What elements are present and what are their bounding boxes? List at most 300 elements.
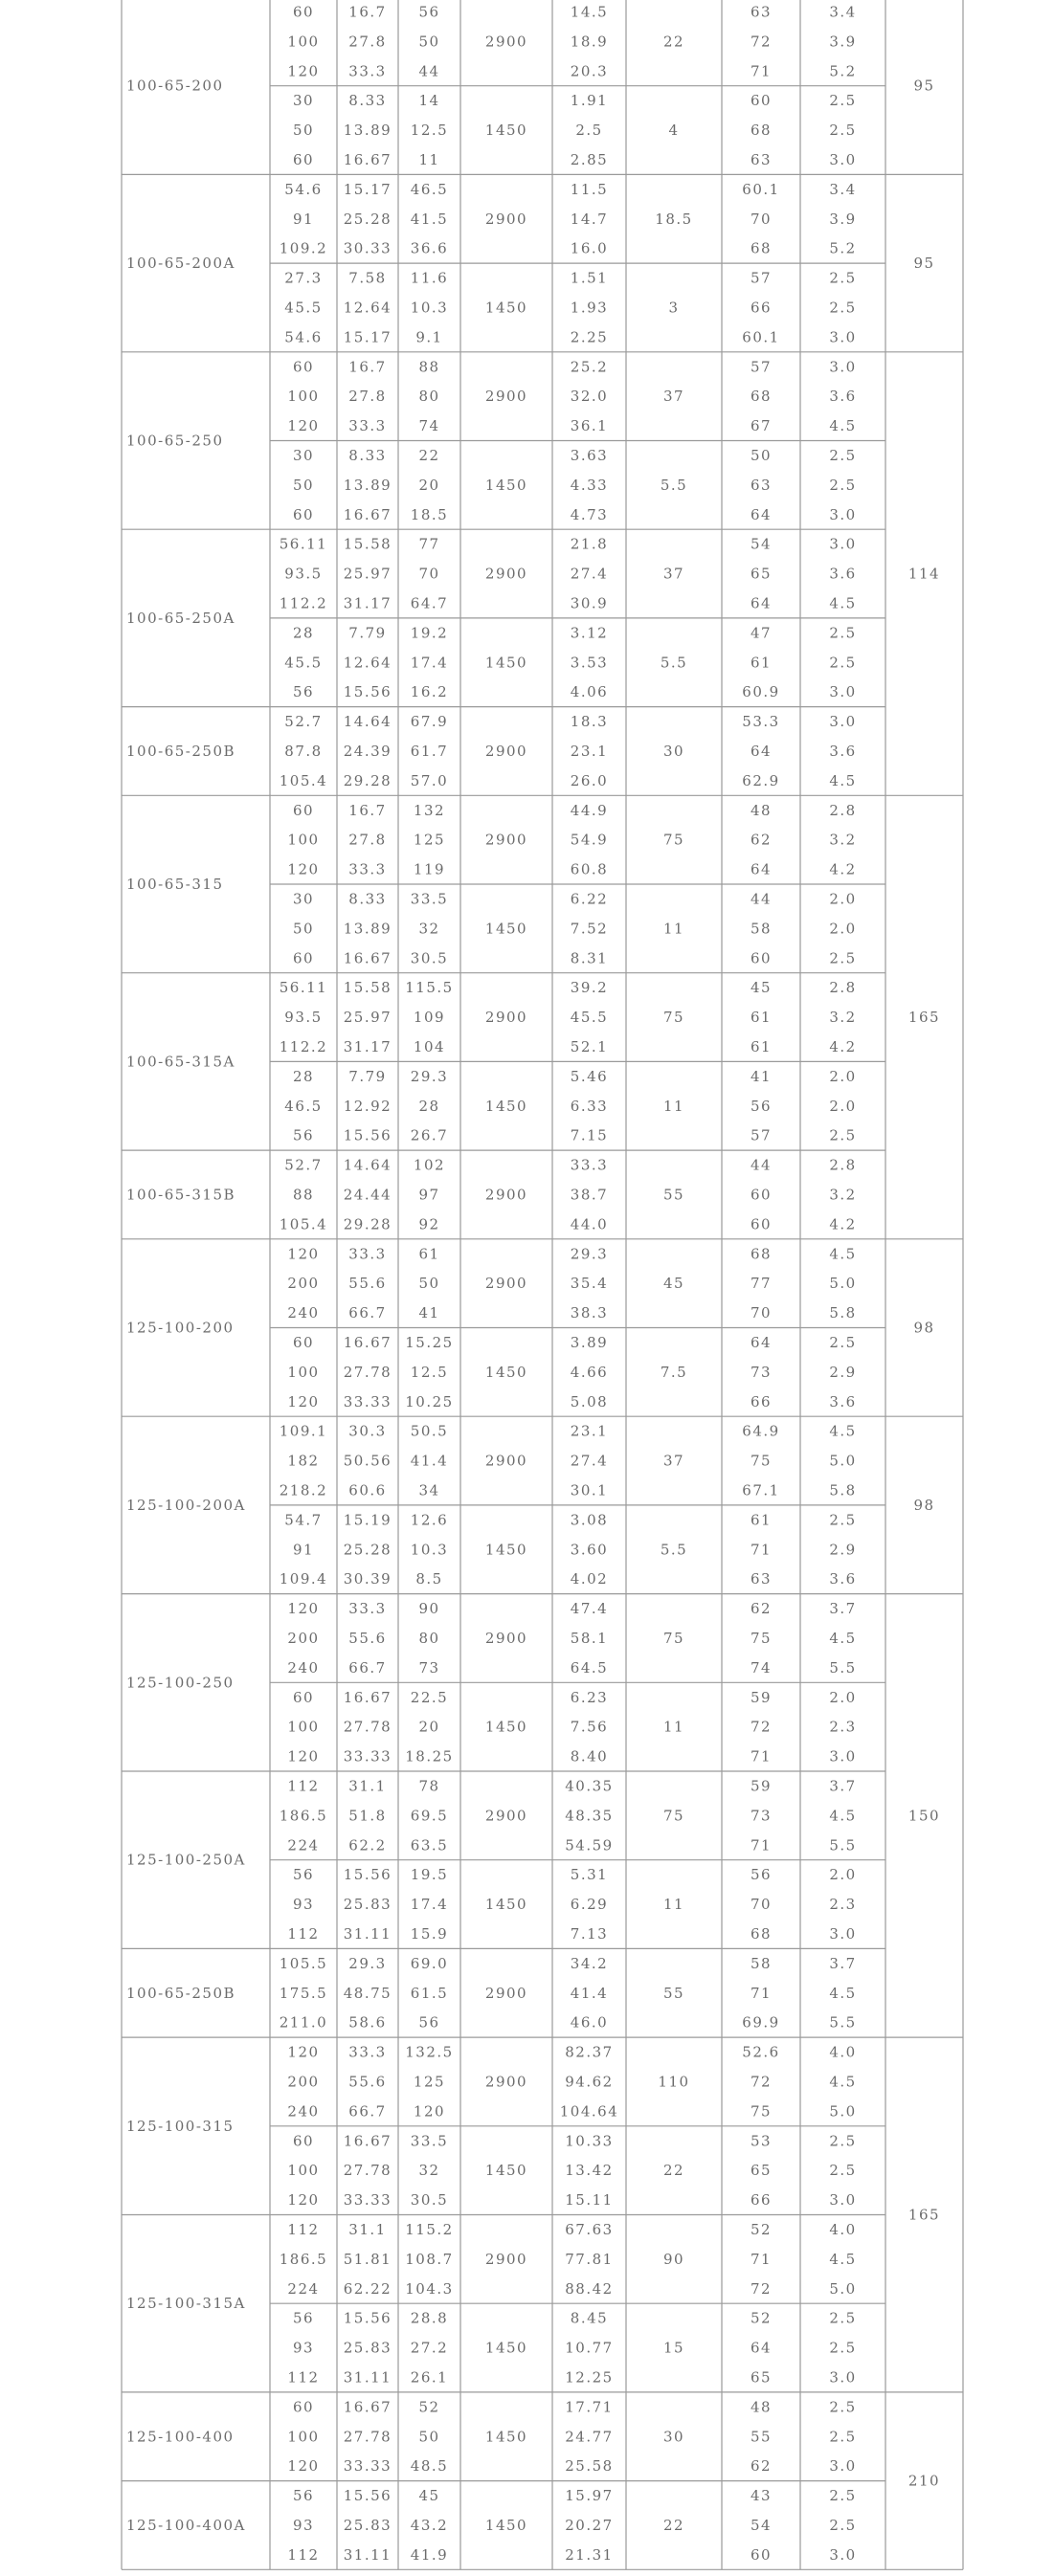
efficiency-cell: 75 bbox=[750, 1452, 773, 1470]
head-cell: 12.5 bbox=[410, 1363, 449, 1381]
shaft-power-cell: 25.2 bbox=[570, 358, 609, 376]
head-cell: 27.2 bbox=[410, 2339, 449, 2357]
flow-m3h-cell: 100 bbox=[287, 831, 320, 849]
motor-power-cell: 22 bbox=[662, 2516, 685, 2534]
head-cell: 69.5 bbox=[410, 1807, 449, 1825]
weight-cell: 95 bbox=[913, 255, 935, 273]
npsh-cell: 2.0 bbox=[829, 1097, 857, 1115]
head-cell: 56 bbox=[418, 3, 440, 21]
efficiency-cell: 68 bbox=[750, 388, 773, 406]
shaft-power-cell: 26.0 bbox=[570, 771, 609, 789]
npsh-cell: 5.2 bbox=[829, 62, 857, 80]
shaft-power-cell: 15.97 bbox=[565, 2487, 614, 2505]
efficiency-cell: 57 bbox=[750, 269, 773, 287]
flow-m3h-cell: 60 bbox=[292, 505, 315, 523]
speed-cell: 2900 bbox=[484, 742, 528, 760]
flow-ls-cell: 60.6 bbox=[348, 1481, 387, 1499]
shaft-power-cell: 94.62 bbox=[565, 2073, 614, 2091]
flow-m3h-cell: 93.5 bbox=[284, 1009, 323, 1027]
shaft-power-cell: 21.31 bbox=[565, 2545, 614, 2564]
flow-ls-cell: 16.67 bbox=[343, 505, 392, 523]
shaft-power-cell: 8.31 bbox=[570, 949, 609, 967]
shaft-power-cell: 58.1 bbox=[570, 1629, 609, 1647]
motor-power-cell: 15 bbox=[662, 2339, 685, 2357]
efficiency-cell: 56 bbox=[750, 1866, 773, 1884]
model-name: 100-65-315B bbox=[126, 1186, 236, 1204]
npsh-cell: 4.5 bbox=[829, 771, 857, 789]
npsh-cell: 3.2 bbox=[829, 1009, 857, 1027]
shaft-power-cell: 5.08 bbox=[570, 1392, 609, 1410]
efficiency-cell: 52 bbox=[750, 2220, 773, 2238]
head-cell: 69.0 bbox=[410, 1954, 449, 1972]
npsh-cell: 3.6 bbox=[829, 1392, 857, 1410]
flow-ls-cell: 33.3 bbox=[348, 860, 387, 878]
flow-m3h-cell: 112.2 bbox=[279, 1037, 328, 1055]
weight-cell: 210 bbox=[907, 2472, 941, 2490]
efficiency-cell: 77 bbox=[750, 1275, 773, 1293]
shaft-power-cell: 41.4 bbox=[570, 1984, 609, 2002]
flow-ls-cell: 24.44 bbox=[343, 1186, 392, 1204]
shaft-power-cell: 18.3 bbox=[570, 713, 609, 731]
model-name: 125-100-250 bbox=[126, 1674, 235, 1692]
npsh-cell: 2.5 bbox=[829, 949, 857, 967]
flow-ls-cell: 31.11 bbox=[343, 2545, 392, 2564]
motor-power-cell: 11 bbox=[662, 920, 685, 938]
npsh-cell: 5.5 bbox=[829, 2013, 857, 2032]
shaft-power-cell: 30.9 bbox=[570, 594, 609, 612]
speed-cell: 1450 bbox=[484, 920, 528, 938]
head-cell: 50.5 bbox=[410, 1422, 449, 1440]
efficiency-cell: 64 bbox=[750, 742, 773, 760]
flow-m3h-cell: 93.5 bbox=[284, 565, 323, 583]
flow-ls-cell: 66.7 bbox=[348, 2102, 387, 2121]
head-cell: 80 bbox=[418, 388, 440, 406]
flow-m3h-cell: 30 bbox=[292, 446, 315, 464]
flow-m3h-cell: 105.5 bbox=[279, 1954, 328, 1972]
model-name: 125-100-200A bbox=[126, 1496, 246, 1514]
efficiency-cell: 61 bbox=[750, 1037, 773, 1055]
flow-ls-cell: 55.6 bbox=[348, 1629, 387, 1647]
shaft-power-cell: 3.60 bbox=[570, 1541, 609, 1559]
npsh-cell: 4.5 bbox=[829, 1984, 857, 2002]
flow-m3h-cell: 105.4 bbox=[279, 1215, 328, 1233]
flow-ls-cell: 16.67 bbox=[343, 150, 392, 168]
npsh-cell: 2.5 bbox=[829, 269, 857, 287]
efficiency-cell: 45 bbox=[750, 979, 773, 997]
flow-ls-cell: 16.67 bbox=[343, 1688, 392, 1706]
weight-cell: 98 bbox=[913, 1496, 935, 1514]
efficiency-cell: 67.1 bbox=[742, 1481, 780, 1499]
npsh-cell: 3.0 bbox=[829, 683, 857, 701]
flow-m3h-cell: 100 bbox=[287, 1363, 320, 1381]
head-cell: 30.5 bbox=[410, 2191, 449, 2210]
flow-ls-cell: 51.81 bbox=[343, 2250, 392, 2268]
flow-ls-cell: 16.67 bbox=[343, 2132, 392, 2150]
flow-m3h-cell: 109.4 bbox=[279, 1570, 328, 1588]
shaft-power-cell: 15.11 bbox=[565, 2191, 614, 2210]
efficiency-cell: 60 bbox=[750, 949, 773, 967]
efficiency-cell: 47 bbox=[750, 624, 773, 642]
flow-m3h-cell: 100 bbox=[287, 2162, 320, 2180]
flow-m3h-cell: 93 bbox=[292, 2516, 315, 2534]
npsh-cell: 4.5 bbox=[829, 594, 857, 612]
npsh-cell: 2.5 bbox=[829, 2132, 857, 2150]
flow-m3h-cell: 60 bbox=[292, 358, 315, 376]
npsh-cell: 4.5 bbox=[829, 1422, 857, 1440]
flow-m3h-cell: 54.6 bbox=[284, 180, 323, 198]
flow-m3h-cell: 224 bbox=[287, 1836, 320, 1854]
npsh-cell: 3.0 bbox=[829, 713, 857, 731]
npsh-cell: 2.5 bbox=[829, 92, 857, 110]
efficiency-cell: 65 bbox=[750, 2162, 773, 2180]
npsh-cell: 3.7 bbox=[829, 1600, 857, 1618]
npsh-cell: 2.8 bbox=[829, 979, 857, 997]
npsh-cell: 5.5 bbox=[829, 1836, 857, 1854]
flow-ls-cell: 29.28 bbox=[343, 1215, 392, 1233]
motor-power-cell: 45 bbox=[662, 1275, 685, 1293]
flow-m3h-cell: 30 bbox=[292, 890, 315, 908]
npsh-cell: 4.5 bbox=[829, 417, 857, 435]
npsh-cell: 2.5 bbox=[829, 1126, 857, 1144]
flow-ls-cell: 62.2 bbox=[348, 1836, 387, 1854]
speed-cell: 2900 bbox=[484, 1452, 528, 1470]
speed-cell: 2900 bbox=[484, 2250, 528, 2268]
efficiency-cell: 60 bbox=[750, 1215, 773, 1233]
head-cell: 41.4 bbox=[410, 1452, 449, 1470]
npsh-cell: 3.6 bbox=[829, 1570, 857, 1588]
flow-m3h-cell: 50 bbox=[292, 122, 315, 140]
head-cell: 125 bbox=[413, 2073, 446, 2091]
shaft-power-cell: 40.35 bbox=[565, 1777, 614, 1795]
shaft-power-cell: 3.63 bbox=[570, 446, 609, 464]
head-cell: 8.5 bbox=[415, 1570, 443, 1588]
shaft-power-cell: 10.33 bbox=[565, 2132, 614, 2150]
table-cells bbox=[126, 3, 940, 2563]
flow-m3h-cell: 240 bbox=[287, 1658, 320, 1677]
head-cell: 104 bbox=[413, 1037, 446, 1055]
motor-power-cell: 11 bbox=[662, 1718, 685, 1736]
motor-power-cell: 75 bbox=[662, 1629, 685, 1647]
motor-power-cell: 90 bbox=[662, 2250, 685, 2268]
head-cell: 26.1 bbox=[410, 2368, 449, 2387]
npsh-cell: 4.0 bbox=[829, 2043, 857, 2061]
flow-m3h-cell: 200 bbox=[287, 1275, 320, 1293]
npsh-cell: 4.5 bbox=[829, 1807, 857, 1825]
npsh-cell: 3.6 bbox=[829, 742, 857, 760]
shaft-power-cell: 1.51 bbox=[570, 269, 609, 287]
flow-ls-cell: 15.56 bbox=[343, 2309, 392, 2327]
head-cell: 50 bbox=[418, 2428, 440, 2446]
flow-ls-cell: 33.3 bbox=[348, 1245, 387, 1263]
head-cell: 132.5 bbox=[405, 2043, 454, 2061]
head-cell: 33.5 bbox=[410, 890, 449, 908]
flow-ls-cell: 31.17 bbox=[343, 594, 392, 612]
npsh-cell: 2.0 bbox=[829, 1067, 857, 1085]
flow-m3h-cell: 105.4 bbox=[279, 771, 328, 789]
flow-ls-cell: 55.6 bbox=[348, 1275, 387, 1293]
flow-ls-cell: 15.17 bbox=[343, 180, 392, 198]
head-cell: 115.2 bbox=[405, 2220, 454, 2238]
efficiency-cell: 64 bbox=[750, 1333, 773, 1351]
flow-ls-cell: 27.78 bbox=[343, 2428, 392, 2446]
speed-cell: 1450 bbox=[484, 1541, 528, 1559]
npsh-cell: 2.5 bbox=[829, 654, 857, 672]
motor-power-cell: 5.5 bbox=[660, 654, 688, 672]
efficiency-cell: 68 bbox=[750, 239, 773, 257]
speed-cell: 1450 bbox=[484, 299, 528, 317]
head-cell: 19.2 bbox=[410, 624, 449, 642]
model-name: 125-100-400A bbox=[126, 2516, 246, 2534]
flow-ls-cell: 24.39 bbox=[343, 742, 392, 760]
motor-power-cell: 11 bbox=[662, 1896, 685, 1914]
motor-power-cell: 37 bbox=[662, 565, 685, 583]
shaft-power-cell: 23.1 bbox=[570, 742, 609, 760]
head-cell: 43.2 bbox=[410, 2516, 449, 2534]
head-cell: 104.3 bbox=[405, 2279, 454, 2298]
flow-ls-cell: 29.3 bbox=[348, 1954, 387, 1972]
motor-power-cell: 3 bbox=[668, 299, 680, 317]
npsh-cell: 2.5 bbox=[829, 2339, 857, 2357]
flow-m3h-cell: 100 bbox=[287, 1718, 320, 1736]
head-cell: 32 bbox=[418, 920, 440, 938]
flow-m3h-cell: 45.5 bbox=[284, 654, 323, 672]
head-cell: 20 bbox=[418, 476, 440, 494]
efficiency-cell: 60 bbox=[750, 92, 773, 110]
motor-power-cell: 11 bbox=[662, 1097, 685, 1115]
model-name: 125-100-315A bbox=[126, 2295, 246, 2313]
flow-ls-cell: 62.22 bbox=[343, 2279, 392, 2298]
model-name: 125-100-315 bbox=[126, 2117, 235, 2135]
flow-ls-cell: 15.19 bbox=[343, 1511, 392, 1529]
shaft-power-cell: 39.2 bbox=[570, 979, 609, 997]
motor-power-cell: 5.5 bbox=[660, 1541, 688, 1559]
npsh-cell: 4.0 bbox=[829, 2220, 857, 2238]
head-cell: 61.5 bbox=[410, 1984, 449, 2002]
head-cell: 14 bbox=[418, 92, 440, 110]
efficiency-cell: 65 bbox=[750, 565, 773, 583]
motor-power-cell: 22 bbox=[662, 33, 685, 51]
npsh-cell: 2.5 bbox=[829, 2487, 857, 2505]
efficiency-cell: 62 bbox=[750, 1600, 773, 1618]
flow-ls-cell: 25.83 bbox=[343, 1896, 392, 1914]
efficiency-cell: 72 bbox=[750, 1718, 773, 1736]
flow-ls-cell: 29.28 bbox=[343, 771, 392, 789]
flow-m3h-cell: 87.8 bbox=[284, 742, 323, 760]
model-name: 100-65-200 bbox=[126, 77, 224, 95]
flow-m3h-cell: 186.5 bbox=[279, 2250, 328, 2268]
model-name: 100-65-250A bbox=[126, 609, 235, 627]
flow-ls-cell: 15.56 bbox=[343, 683, 392, 701]
speed-cell: 2900 bbox=[484, 1009, 528, 1027]
efficiency-cell: 71 bbox=[750, 1984, 773, 2002]
head-cell: 61 bbox=[418, 1245, 440, 1263]
efficiency-cell: 50 bbox=[750, 446, 773, 464]
npsh-cell: 3.0 bbox=[829, 358, 857, 376]
shaft-power-cell: 64.5 bbox=[570, 1658, 609, 1677]
motor-power-cell: 37 bbox=[662, 1452, 685, 1470]
flow-ls-cell: 12.92 bbox=[343, 1097, 392, 1115]
flow-m3h-cell: 120 bbox=[287, 1245, 320, 1263]
npsh-cell: 2.5 bbox=[829, 2162, 857, 2180]
flow-ls-cell: 27.78 bbox=[343, 1363, 392, 1381]
efficiency-cell: 61 bbox=[750, 654, 773, 672]
flow-m3h-cell: 112.2 bbox=[279, 594, 328, 612]
flow-m3h-cell: 120 bbox=[287, 2191, 320, 2210]
flow-m3h-cell: 28 bbox=[292, 1067, 315, 1085]
flow-m3h-cell: 240 bbox=[287, 1304, 320, 1322]
flow-m3h-cell: 200 bbox=[287, 2073, 320, 2091]
flow-ls-cell: 33.33 bbox=[343, 2191, 392, 2210]
efficiency-cell: 75 bbox=[750, 2102, 773, 2121]
motor-power-cell: 5.5 bbox=[660, 476, 688, 494]
efficiency-cell: 64 bbox=[750, 2339, 773, 2357]
efficiency-cell: 72 bbox=[750, 33, 773, 51]
flow-ls-cell: 16.67 bbox=[343, 949, 392, 967]
head-cell: 109 bbox=[413, 1009, 446, 1027]
npsh-cell: 3.4 bbox=[829, 3, 857, 21]
flow-m3h-cell: 218.2 bbox=[279, 1481, 328, 1499]
npsh-cell: 3.0 bbox=[829, 505, 857, 523]
shaft-power-cell: 10.77 bbox=[565, 2339, 614, 2357]
flow-ls-cell: 31.1 bbox=[348, 1777, 387, 1795]
shaft-power-cell: 4.06 bbox=[570, 683, 609, 701]
npsh-cell: 2.5 bbox=[829, 2309, 857, 2327]
efficiency-cell: 43 bbox=[750, 2487, 773, 2505]
shaft-power-cell: 44.0 bbox=[570, 1215, 609, 1233]
npsh-cell: 3.2 bbox=[829, 831, 857, 849]
shaft-power-cell: 54.59 bbox=[565, 1836, 614, 1854]
efficiency-cell: 72 bbox=[750, 2279, 773, 2298]
efficiency-cell: 41 bbox=[750, 1067, 773, 1085]
efficiency-cell: 71 bbox=[750, 62, 773, 80]
efficiency-cell: 64 bbox=[750, 505, 773, 523]
flow-m3h-cell: 56.11 bbox=[279, 535, 328, 553]
shaft-power-cell: 54.9 bbox=[570, 831, 609, 849]
head-cell: 30.5 bbox=[410, 949, 449, 967]
head-cell: 67.9 bbox=[410, 713, 449, 731]
npsh-cell: 2.3 bbox=[829, 1896, 857, 1914]
npsh-cell: 5.0 bbox=[829, 2102, 857, 2121]
flow-m3h-cell: 120 bbox=[287, 1392, 320, 1410]
speed-cell: 2900 bbox=[484, 1275, 528, 1293]
flow-ls-cell: 33.33 bbox=[343, 2457, 392, 2476]
flow-m3h-cell: 28 bbox=[292, 624, 315, 642]
shaft-power-cell: 6.22 bbox=[570, 890, 609, 908]
shaft-power-cell: 44.9 bbox=[570, 801, 609, 819]
efficiency-cell: 56 bbox=[750, 1097, 773, 1115]
shaft-power-cell: 38.3 bbox=[570, 1304, 609, 1322]
head-cell: 73 bbox=[418, 1658, 440, 1677]
npsh-cell: 5.0 bbox=[829, 1275, 857, 1293]
shaft-power-cell: 1.93 bbox=[570, 299, 609, 317]
flow-m3h-cell: 60 bbox=[292, 949, 315, 967]
head-cell: 29.3 bbox=[410, 1067, 449, 1085]
motor-power-cell: 75 bbox=[662, 1807, 685, 1825]
efficiency-cell: 62.9 bbox=[742, 771, 780, 789]
motor-power-cell: 4 bbox=[668, 122, 680, 140]
shaft-power-cell: 11.5 bbox=[570, 180, 609, 198]
shaft-power-cell: 47.4 bbox=[570, 1600, 609, 1618]
shaft-power-cell: 3.89 bbox=[570, 1333, 609, 1351]
flow-ls-cell: 30.33 bbox=[343, 239, 392, 257]
motor-power-cell: 55 bbox=[662, 1984, 685, 2002]
efficiency-cell: 57 bbox=[750, 1126, 773, 1144]
motor-power-cell: 30 bbox=[662, 2428, 685, 2446]
head-cell: 125 bbox=[413, 831, 446, 849]
flow-ls-cell: 13.89 bbox=[343, 476, 392, 494]
shaft-power-cell: 33.3 bbox=[570, 1156, 609, 1174]
efficiency-cell: 66 bbox=[750, 299, 773, 317]
efficiency-cell: 57 bbox=[750, 358, 773, 376]
flow-ls-cell: 66.7 bbox=[348, 1658, 387, 1677]
head-cell: 18.25 bbox=[405, 1747, 454, 1765]
flow-m3h-cell: 186.5 bbox=[279, 1807, 328, 1825]
flow-ls-cell: 33.33 bbox=[343, 1392, 392, 1410]
shaft-power-cell: 3.12 bbox=[570, 624, 609, 642]
npsh-cell: 4.2 bbox=[829, 1037, 857, 1055]
npsh-cell: 3.0 bbox=[829, 2457, 857, 2476]
efficiency-cell: 44 bbox=[750, 1156, 773, 1174]
speed-cell: 2900 bbox=[484, 1807, 528, 1825]
shaft-power-cell: 5.46 bbox=[570, 1067, 609, 1085]
npsh-cell: 2.5 bbox=[829, 446, 857, 464]
flow-m3h-cell: 240 bbox=[287, 2102, 320, 2121]
npsh-cell: 5.8 bbox=[829, 1304, 857, 1322]
shaft-power-cell: 3.53 bbox=[570, 654, 609, 672]
head-cell: 92 bbox=[418, 1215, 440, 1233]
shaft-power-cell: 6.23 bbox=[570, 1688, 609, 1706]
head-cell: 41.5 bbox=[410, 210, 449, 228]
flow-m3h-cell: 93 bbox=[292, 2339, 315, 2357]
efficiency-cell: 60.1 bbox=[742, 328, 780, 346]
flow-ls-cell: 7.79 bbox=[348, 624, 387, 642]
efficiency-cell: 71 bbox=[750, 1541, 773, 1559]
head-cell: 28.8 bbox=[410, 2309, 449, 2327]
head-cell: 15.9 bbox=[410, 1924, 449, 1943]
speed-cell: 1450 bbox=[484, 1363, 528, 1381]
shaft-power-cell: 46.0 bbox=[570, 2013, 609, 2032]
model-name: 125-100-400 bbox=[126, 2428, 235, 2446]
head-cell: 90 bbox=[418, 1600, 440, 1618]
flow-ls-cell: 25.83 bbox=[343, 2339, 392, 2357]
efficiency-cell: 62 bbox=[750, 831, 773, 849]
head-cell: 34 bbox=[418, 1481, 440, 1499]
head-cell: 132 bbox=[413, 801, 446, 819]
speed-cell: 2900 bbox=[484, 1186, 528, 1204]
flow-ls-cell: 14.64 bbox=[343, 1156, 392, 1174]
flow-m3h-cell: 60 bbox=[292, 150, 315, 168]
head-cell: 44 bbox=[418, 62, 440, 80]
shaft-power-cell: 52.1 bbox=[570, 1037, 609, 1055]
efficiency-cell: 73 bbox=[750, 1807, 773, 1825]
head-cell: 32 bbox=[418, 2162, 440, 2180]
flow-ls-cell: 16.7 bbox=[348, 358, 387, 376]
efficiency-cell: 59 bbox=[750, 1777, 773, 1795]
flow-m3h-cell: 60 bbox=[292, 801, 315, 819]
efficiency-cell: 61 bbox=[750, 1511, 773, 1529]
flow-ls-cell: 33.3 bbox=[348, 417, 387, 435]
shaft-power-cell: 8.45 bbox=[570, 2309, 609, 2327]
flow-ls-cell: 30.3 bbox=[348, 1422, 387, 1440]
speed-cell: 2900 bbox=[484, 33, 528, 51]
shaft-power-cell: 12.25 bbox=[565, 2368, 614, 2387]
flow-ls-cell: 12.64 bbox=[343, 654, 392, 672]
npsh-cell: 3.0 bbox=[829, 2545, 857, 2564]
head-cell: 119 bbox=[413, 860, 446, 878]
weight-cell: 98 bbox=[913, 1319, 935, 1337]
flow-ls-cell: 13.89 bbox=[343, 122, 392, 140]
speed-cell: 1450 bbox=[484, 1896, 528, 1914]
